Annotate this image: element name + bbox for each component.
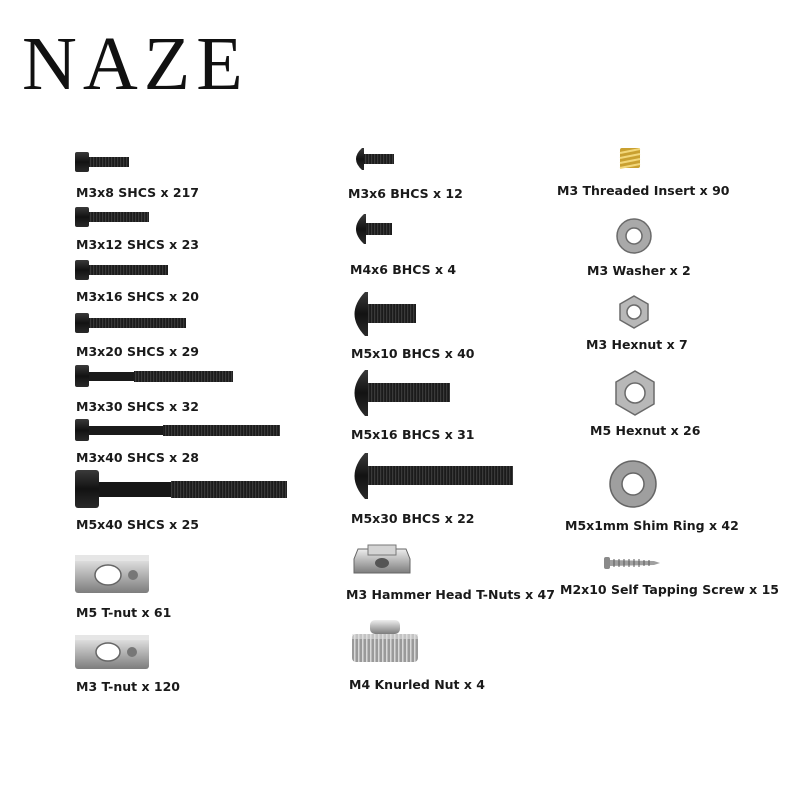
label-m5-hexnut: M5 Hexnut x 26 — [590, 423, 701, 438]
threaded-insert-icon — [619, 147, 643, 171]
socket-head-screw-icon — [75, 260, 175, 282]
self-tapping-screw-icon — [604, 556, 662, 572]
label-m4-knurled-nut: M4 Knurled Nut x 4 — [349, 677, 485, 692]
washer-icon — [614, 216, 654, 256]
knurled-nut-icon — [350, 620, 422, 666]
label-m3x12-shcs: M3x12 SHCS x 23 — [76, 237, 199, 252]
label-m5x10-bhcs: M5x10 BHCS x 40 — [351, 346, 475, 361]
label-m3x8-shcs: M3x8 SHCS x 217 — [76, 185, 199, 200]
button-head-screw-icon — [350, 213, 400, 247]
button-head-screw-icon — [347, 291, 422, 339]
label-m5x1mm-shim-ring: M5x1mm Shim Ring x 42 — [565, 518, 739, 533]
t-nut-icon — [75, 633, 155, 673]
shim-ring-icon — [607, 458, 659, 510]
socket-head-screw-icon — [75, 313, 195, 335]
socket-head-screw-icon — [75, 470, 293, 510]
hex-nut-icon — [612, 370, 658, 416]
button-head-screw-icon — [347, 452, 519, 502]
brand-logo: NAZE — [22, 22, 249, 106]
label-m3-hammer-head-tnut: M3 Hammer Head T-Nuts x 47 — [346, 587, 555, 602]
label-m5-tnut: M5 T-nut x 61 — [76, 605, 172, 620]
button-head-screw-icon — [350, 146, 400, 174]
label-m5x30-bhcs: M5x30 BHCS x 22 — [351, 511, 475, 526]
label-m3-threaded-insert: M3 Threaded Insert x 90 — [557, 183, 730, 198]
hammer-head-t-nut-icon — [352, 545, 414, 579]
socket-head-screw-icon — [75, 207, 155, 229]
hex-nut-icon — [617, 295, 651, 329]
button-head-screw-icon — [347, 369, 457, 419]
label-m3-hexnut: M3 Hexnut x 7 — [586, 337, 688, 352]
label-m4x6-bhcs: M4x6 BHCS x 4 — [350, 262, 457, 277]
socket-head-screw-icon — [75, 152, 135, 174]
label-m3-washer: M3 Washer x 2 — [587, 263, 691, 278]
label-m5x40-shcs: M5x40 SHCS x 25 — [76, 517, 199, 532]
t-nut-icon — [75, 553, 155, 597]
label-m5x16-bhcs: M5x16 BHCS x 31 — [351, 427, 475, 442]
label-m3x16-shcs: M3x16 SHCS x 20 — [76, 289, 199, 304]
label-m3-tnut: M3 T-nut x 120 — [76, 679, 180, 694]
label-m3x20-shcs: M3x20 SHCS x 29 — [76, 344, 199, 359]
label-m3x40-shcs: M3x40 SHCS x 28 — [76, 450, 199, 465]
label-m3x6-bhcs: M3x6 BHCS x 12 — [348, 186, 463, 201]
socket-head-screw-icon — [75, 419, 287, 443]
label-m3x30-shcs: M3x30 SHCS x 32 — [76, 399, 199, 414]
socket-head-screw-icon — [75, 365, 240, 389]
label-m2x10-self-tapping-screw: M2x10 Self Tapping Screw x 15 — [560, 582, 779, 597]
